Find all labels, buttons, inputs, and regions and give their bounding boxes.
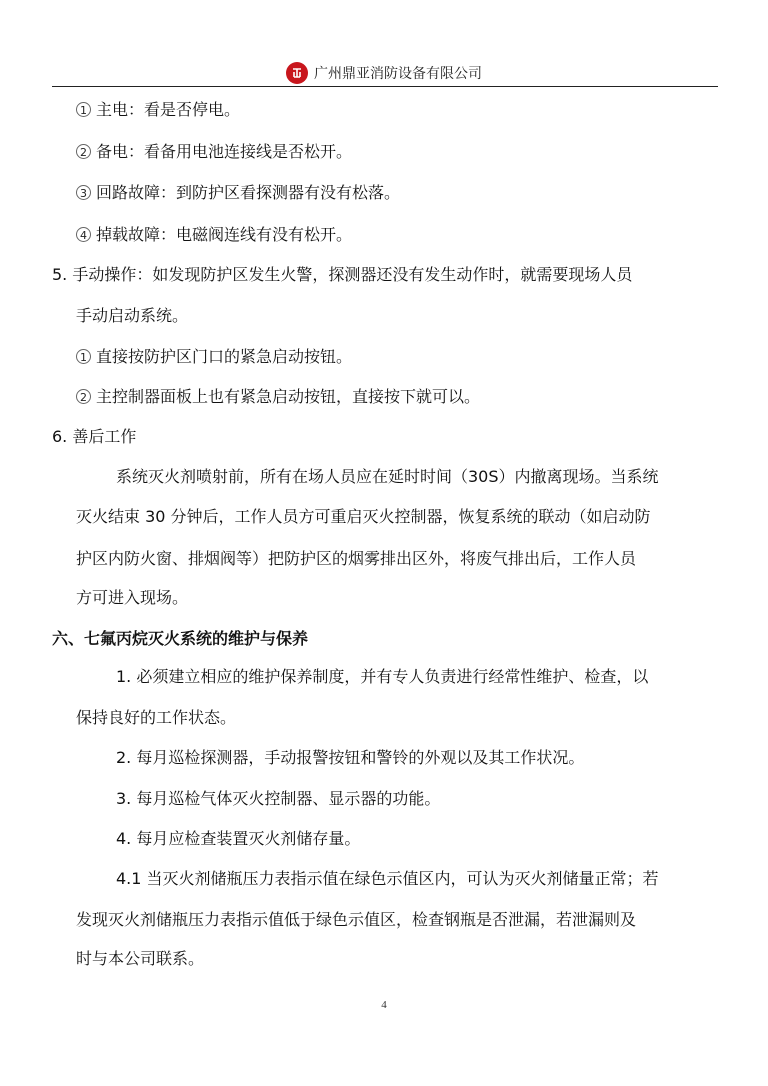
paragraph-line: 保持良好的工作状态。 <box>76 708 237 727</box>
item-text: 备电：看备用电池连接线是否松开。 <box>96 142 353 161</box>
paragraph-line: 4.1 当灭火剂储瓶压力表指示值在绿色示值区内，可认为灭火剂储量正常；若 <box>116 869 659 888</box>
section-5-line-1: 5. 手动操作：如发现防护区发生火警，探测器还没有发生动作时，就需要现场人员 <box>52 265 633 284</box>
header-rule <box>52 86 718 87</box>
item-text: 掉载故障：电磁阀连线有没有松开。 <box>96 225 353 244</box>
list-item <box>76 99 240 121</box>
paragraph-line: 系统灭火剂喷射前，所有在场人员应在延时时间（30S）内撤离现场。当系统 <box>116 467 659 486</box>
paragraph-line: 方可进入现场。 <box>76 588 189 607</box>
circled-number: 2 <box>76 144 91 159</box>
list-item <box>76 141 352 163</box>
paragraph-line: 时与本公司联系。 <box>76 949 205 968</box>
list-item <box>76 386 480 408</box>
company-logo-icon <box>286 62 308 84</box>
page-number: 4 <box>381 999 387 1011</box>
paragraph-line: 2. 每月巡检探测器，手动报警按钮和警铃的外观以及其工作状况。 <box>116 748 585 767</box>
paragraph-line: 灭火结束 30 分钟后，工作人员方可重启灭火控制器，恢复系统的联动（如启动防 <box>76 507 651 526</box>
item-text: 回路故障：到防护区看探测器有没有松落。 <box>96 183 401 202</box>
item-text: 直接按防护区门口的紧急启动按钮。 <box>96 347 353 366</box>
circled-number: 2 <box>76 389 91 404</box>
list-item <box>76 224 352 246</box>
section-5-line-2: 手动启动系统。 <box>76 306 189 325</box>
section-6-title: 6. 善后工作 <box>52 427 137 446</box>
list-item <box>76 346 352 368</box>
circled-number: 3 <box>76 185 91 200</box>
paragraph-line: 护区内防火窗、排烟阀等）把防护区的烟雾排出区外，将废气排出后，工作人员 <box>76 549 637 568</box>
paragraph-line: 发现灭火剂储瓶压力表指示值低于绿色示值区，检查钢瓶是否泄漏，若泄漏则及 <box>76 910 637 929</box>
circled-number: 1 <box>76 349 91 364</box>
paragraph-line: 1. 必须建立相应的维护保养制度，并有专人负责进行经常性维护、检查，以 <box>116 667 649 686</box>
company-name: 广州鼎亚消防设备有限公司 <box>314 66 482 82</box>
circled-number: 4 <box>76 227 91 242</box>
item-text: 主控制器面板上也有紧急启动按钮，直接按下就可以。 <box>96 387 481 406</box>
paragraph-line: 3. 每月巡检气体灭火控制器、显示器的功能。 <box>116 789 441 808</box>
paragraph-line: 4. 每月应检查装置灭火剂储存量。 <box>116 829 361 848</box>
section-heading: 六、七氟丙烷灭火系统的维护与保养 <box>52 629 309 648</box>
list-item <box>76 182 400 204</box>
circled-number: 1 <box>76 102 91 117</box>
item-text: 主电：看是否停电。 <box>96 100 241 119</box>
page-header <box>0 58 768 88</box>
